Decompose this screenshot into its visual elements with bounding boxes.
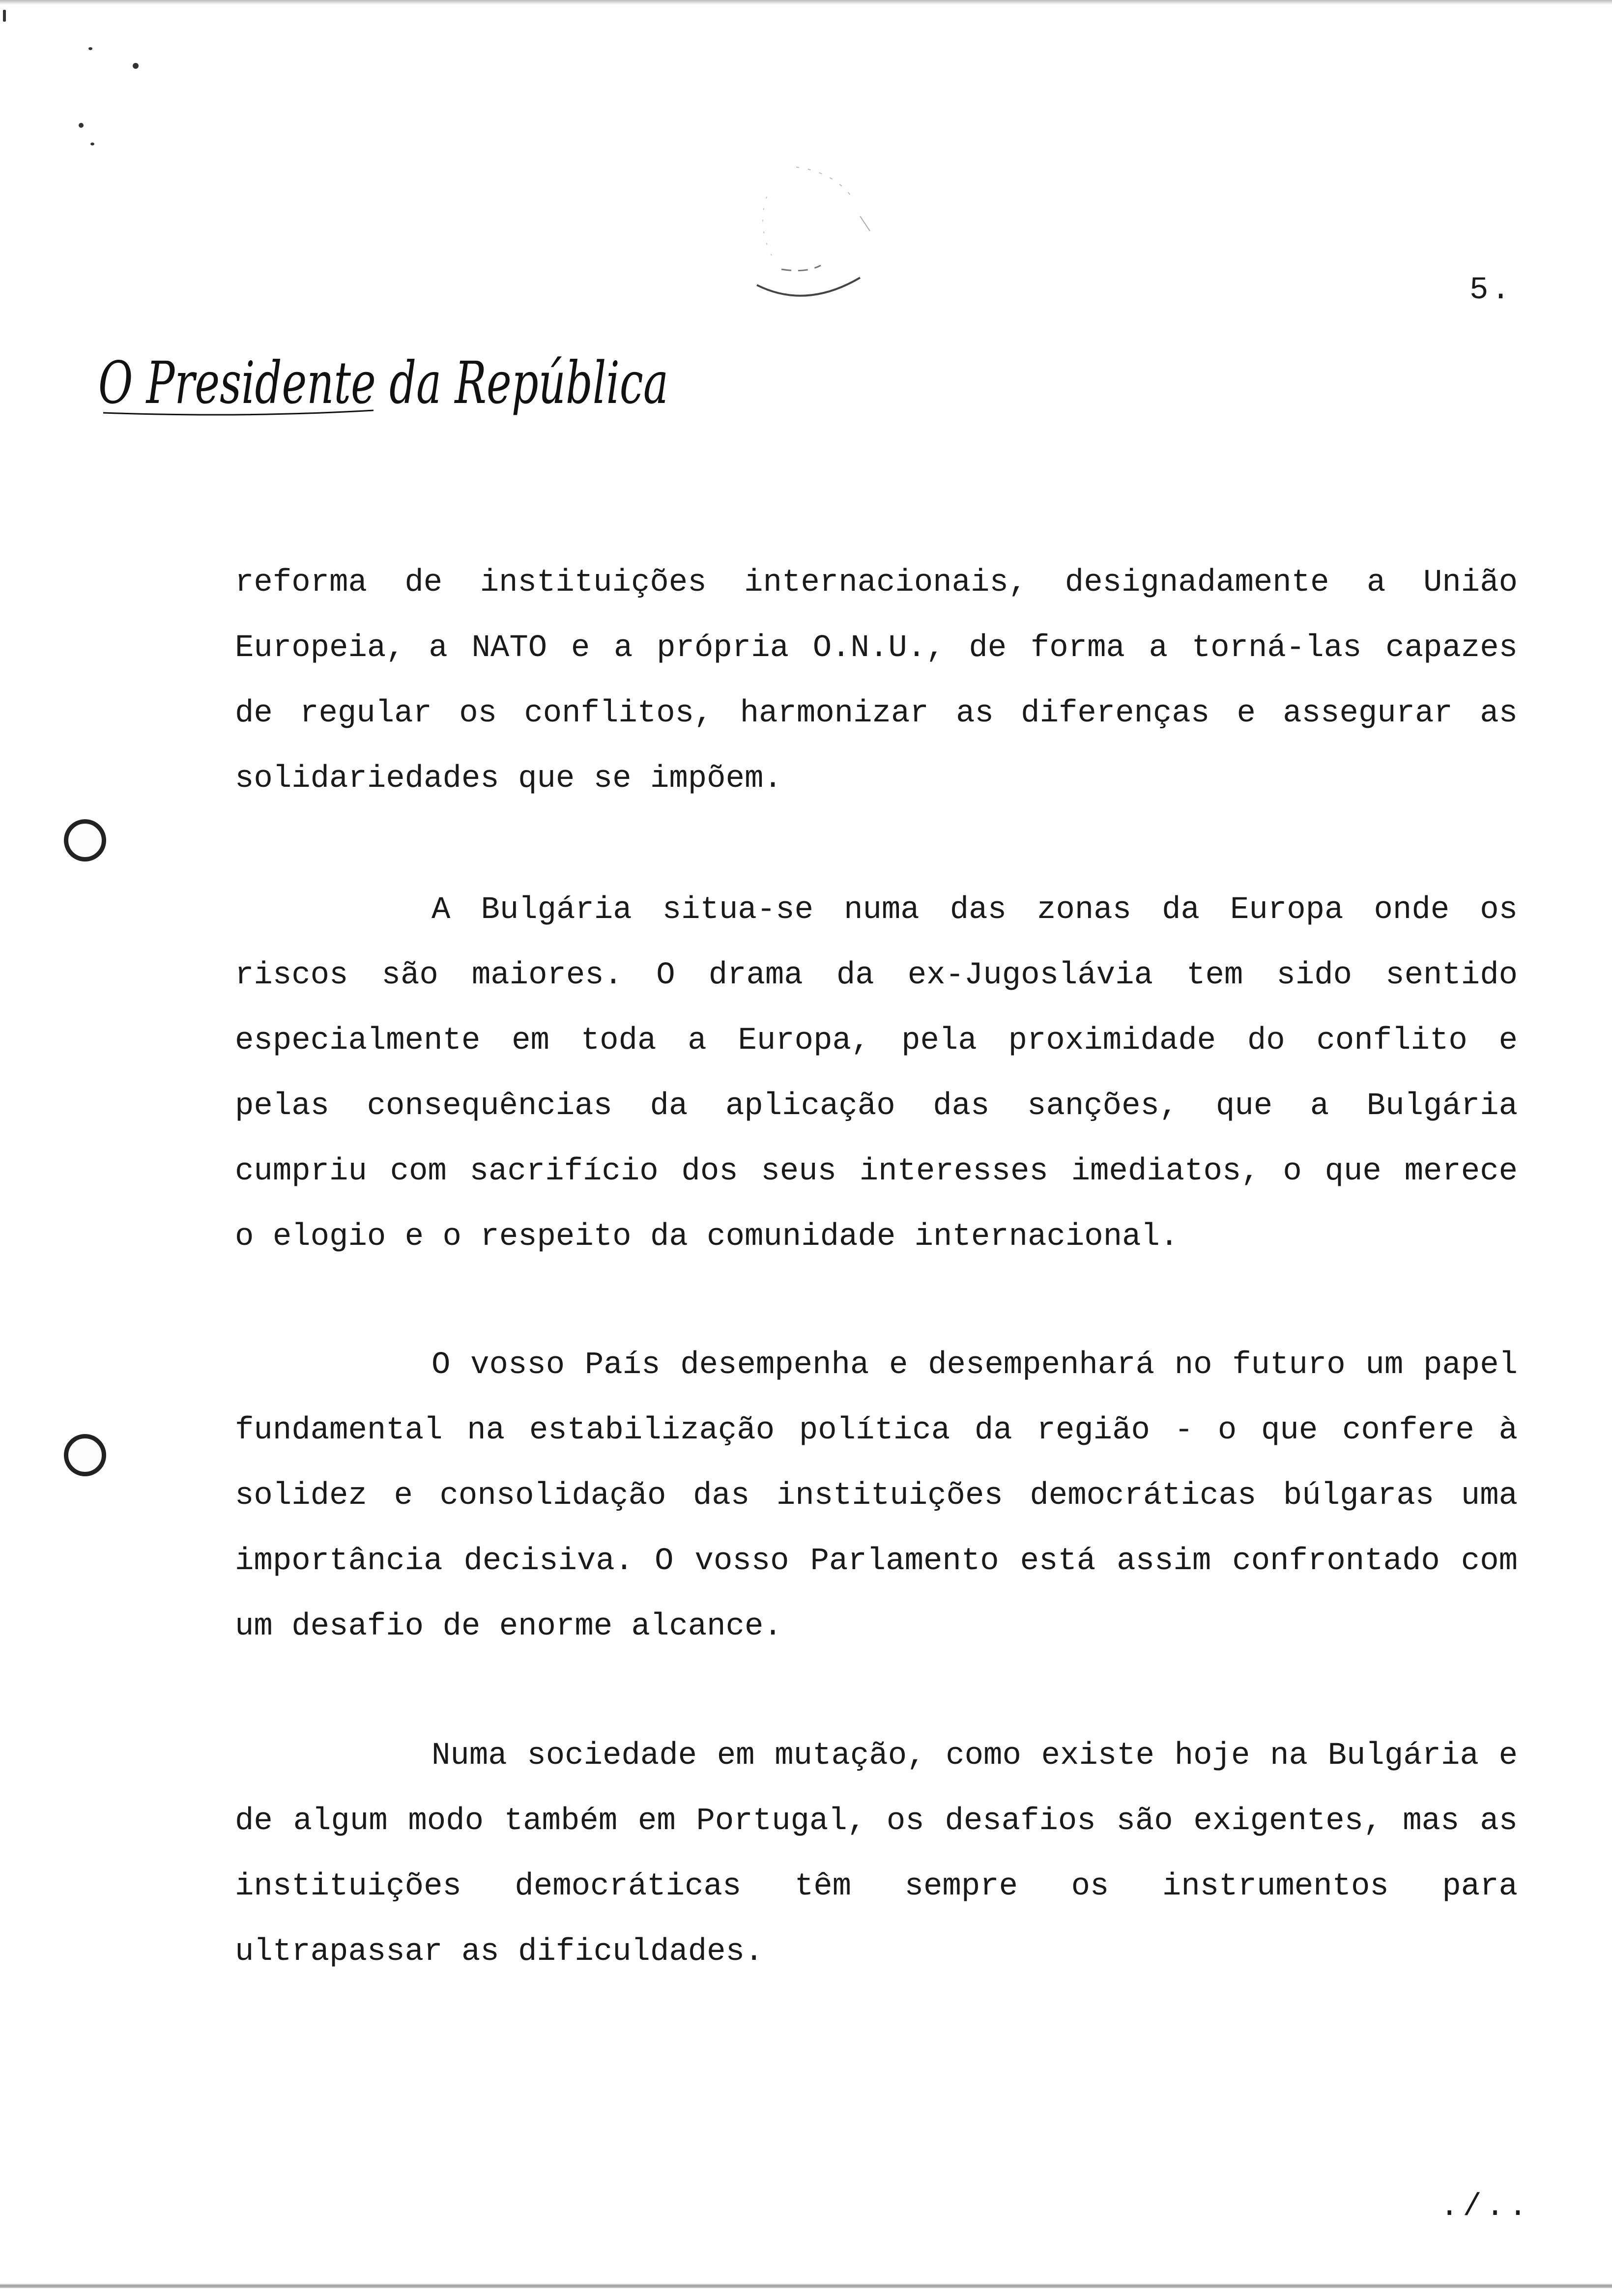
scan-speck (133, 63, 139, 69)
paragraph-4: Numa sociedade em mutação, como existe hoje na Bulgária e de algum modo também em Portugal, os desafios são exigentes, mas as instituições democráticas têm sempre os instrumentos para ultrapassar as dificuldades. (235, 1738, 1518, 1970)
continuation-mark: ./.. (1440, 2189, 1531, 2225)
faint-stamp-mark (737, 157, 885, 315)
letter-body (235, 1333, 1518, 1660)
letter-body (235, 1723, 1518, 1985)
paragraph-3: O vosso País desempenha e desempenhará no futuro um papel fundamental na estabilização política da região - o que confere à solidez e consolidação das instituições democráticas búlgaras uma importância decisiva. O vosso Parlamento está assim confrontado com um desafio de enorme alcance. (235, 1348, 1518, 1644)
paragraph-1: reforma de instituições internacionais, designadamente a União Europeia, a NATO e a própria O.N.U., de forma a torná-las capazes de regular os conflitos, harmonizar as diferenças e assegurar as solidariedades que se impõem. (235, 565, 1518, 797)
scan-speck (90, 143, 94, 145)
scan-speck (3, 10, 6, 22)
scan-edge-top (0, 0, 1612, 5)
punch-hole-upper (64, 819, 106, 861)
letter-body (235, 878, 1518, 1270)
scan-speck (79, 123, 84, 128)
svg-text:O Presidente da República: O Presidente da República (98, 349, 668, 417)
letter-body (235, 550, 1518, 812)
paragraph-2: A Bulgária situa-se numa das zonas da Europa onde os riscos são maiores. O drama da ex-Jugoslávia tem sido sentido especialmente em toda a Europa, pela proximidade do conflito e pelas consequências da aplicação das sanções, que a Bulgária cumpriu com sacrifício dos seus interesses imediatos, o que merece o elogio e o respeito da comunidade internacional. (235, 892, 1518, 1255)
scan-edge-bottom (0, 2283, 1612, 2288)
scan-speck (88, 47, 92, 50)
letterhead-logo (98, 344, 678, 428)
punch-hole-lower (64, 1434, 106, 1476)
page-number: 5. (1469, 273, 1513, 308)
